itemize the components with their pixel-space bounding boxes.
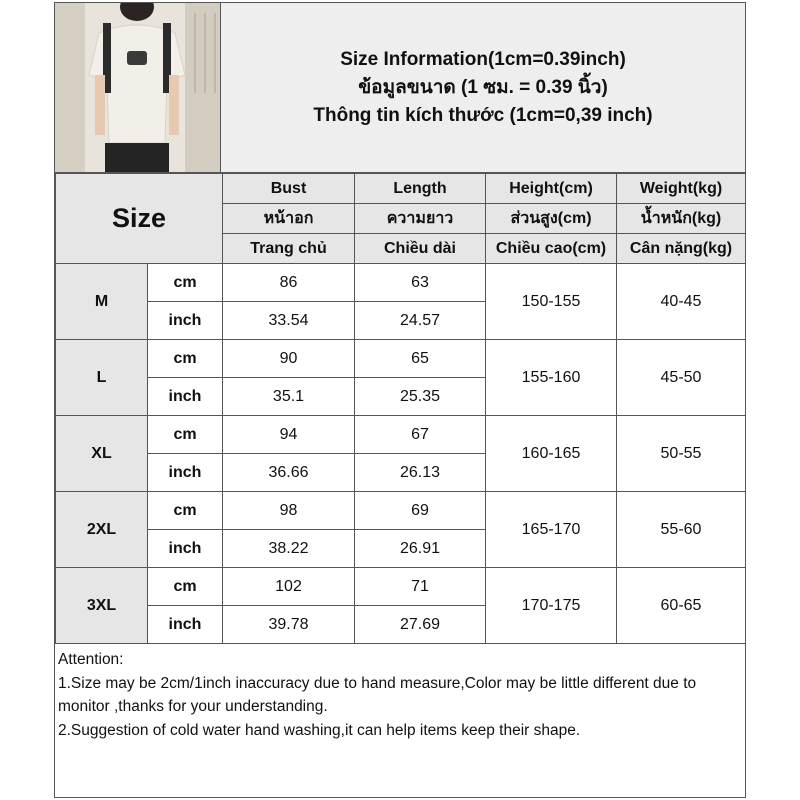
table-row (56, 416, 746, 454)
bust-inch: 38.22 (223, 530, 355, 568)
bust-cm: 90 (223, 340, 355, 378)
height-range: 170-175 (486, 568, 617, 644)
height-header-vi: Chiều cao(cm) (486, 234, 617, 264)
unit-cm: cm (148, 340, 223, 378)
bust-inch: 33.54 (223, 302, 355, 340)
length-header-vi: Chiều dài (355, 234, 486, 264)
bust-header-th: หน้าอก (223, 204, 355, 234)
length-inch: 26.13 (355, 454, 486, 492)
length-cm: 71 (355, 568, 486, 606)
size-label: 2XL (56, 492, 148, 568)
size-label: L (56, 340, 148, 416)
bust-inch: 36.66 (223, 454, 355, 492)
product-photo (55, 3, 221, 173)
note-item: 1.Size may be 2cm/1inch inaccuracy due to hand measure,Color may be little different due to monitor ,thanks for your understanding. (58, 674, 697, 715)
unit-inch: inch (148, 378, 223, 416)
size-table (55, 173, 746, 644)
size-label: 3XL (56, 568, 148, 644)
title-vietnamese: Thông tin kích thước (1cm=0,39 inch) (313, 104, 653, 126)
notes-heading: Attention: (58, 651, 124, 668)
size-chart-sheet (54, 2, 746, 798)
bust-inch: 39.78 (223, 606, 355, 644)
size-label: M (56, 264, 148, 340)
unit-inch: inch (148, 530, 223, 568)
model-wearing-tshirt-image (55, 3, 221, 173)
attention-notes (55, 646, 745, 744)
unit-inch: inch (148, 454, 223, 492)
weight-range: 55-60 (617, 492, 746, 568)
height-range: 165-170 (486, 492, 617, 568)
table-row (56, 492, 746, 530)
unit-cm: cm (148, 568, 223, 606)
length-inch: 24.57 (355, 302, 486, 340)
bust-cm: 86 (223, 264, 355, 302)
unit-inch: inch (148, 606, 223, 644)
note-item: 2.Suggestion of cold water hand washing,it can help items keep their shape. (58, 721, 581, 739)
bust-header-en: Bust (223, 174, 355, 204)
title-thai: ข้อมูลขนาด (1 ซม. = 0.39 นิ้ว) (358, 76, 608, 98)
length-header-th: ความยาว (355, 204, 486, 234)
length-header-en: Length (355, 174, 486, 204)
bust-cm: 94 (223, 416, 355, 454)
title-english: Size Information(1cm=0.39inch) (340, 48, 626, 70)
weight-range: 60-65 (617, 568, 746, 644)
unit-inch: inch (148, 302, 223, 340)
weight-header-th: น้ำหนัก(kg) (617, 204, 746, 234)
height-range: 150-155 (486, 264, 617, 340)
height-header-en: Height(cm) (486, 174, 617, 204)
length-cm: 65 (355, 340, 486, 378)
unit-cm: cm (148, 264, 223, 302)
size-label: XL (56, 416, 148, 492)
length-cm: 63 (355, 264, 486, 302)
weight-range: 40-45 (617, 264, 746, 340)
height-range: 155-160 (486, 340, 617, 416)
table-row (56, 264, 746, 302)
unit-cm: cm (148, 492, 223, 530)
size-column-header: Size (56, 174, 223, 264)
weight-header-vi: Cân nặng(kg) (617, 234, 746, 264)
height-header-th: ส่วนสูง(cm) (486, 204, 617, 234)
height-range: 160-165 (486, 416, 617, 492)
bust-inch: 35.1 (223, 378, 355, 416)
unit-cm: cm (148, 416, 223, 454)
weight-range: 45-50 (617, 340, 746, 416)
weight-header-en: Weight(kg) (617, 174, 746, 204)
bust-header-vi: Trang chủ (223, 234, 355, 264)
length-inch: 27.69 (355, 606, 486, 644)
length-inch: 25.35 (355, 378, 486, 416)
weight-range: 50-55 (617, 416, 746, 492)
length-cm: 69 (355, 492, 486, 530)
table-row (56, 340, 746, 378)
size-info-title-box (221, 3, 745, 173)
table-row (56, 568, 746, 606)
length-cm: 67 (355, 416, 486, 454)
bust-cm: 102 (223, 568, 355, 606)
length-inch: 26.91 (355, 530, 486, 568)
bust-cm: 98 (223, 492, 355, 530)
